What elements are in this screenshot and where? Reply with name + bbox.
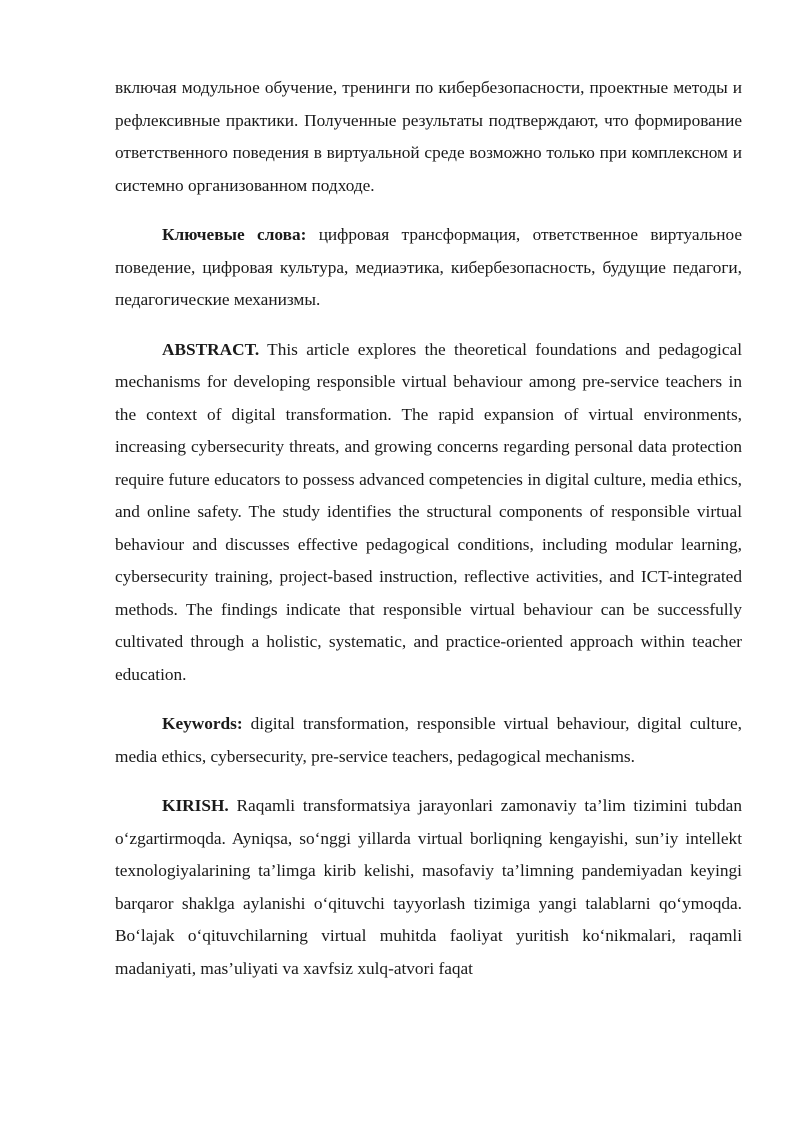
russian-abstract-continuation <box>115 72 742 202</box>
uzbek-introduction <box>115 790 742 985</box>
document-page <box>115 72 742 985</box>
english-abstract <box>115 334 742 692</box>
keywords-list: цифровая трансформация, ответственное виртуальное поведение, цифровая культура, медиаэтика, кибербезопасность, будущие педагоги, педагогические механизмы. <box>115 225 743 309</box>
keywords-heading: Keywords: <box>162 714 243 733</box>
russian-keywords <box>115 219 742 317</box>
abstract-text: This article explores the theoretical foundations and pedagogical mechanisms for developing responsible virtual behaviour among pre-service teachers in the context of digital transformation. The rapid expansion of virtual environments, increasing cybersecurity threats, and growing concerns regarding personal data protection require future educators to possess advanced competencies in digital culture, media ethics, and online safety. The study identifies the structural components of responsible virtual behaviour and discusses effective pedagogical conditions, including modular learning, cybersecurity training, project-based instruction, reflective activities, and ICT-integrated methods. The findings indicate that responsible virtual behaviour can be successfully cultivated through a holistic, systematic, and practice-oriented approach within teacher education. <box>115 339 742 684</box>
abstract-heading: ABSTRACT. <box>162 339 260 359</box>
introduction-text: Raqamli transformatsiya jarayonlari zamonaviy ta’lim tizimini tubdan o‘zgartirmoqda. Ayniqsa, so‘nggi yillarda virtual borliqning kengayishi, sun’iy intellekt texnologiyalarining ta’limga kirib kelishi, masofaviy ta’limning pandemiyadan keyingi barqaror shaklga aylanishi o‘qituvchi tayyorlash tizimiga yangi talablarni qo‘ymoqda. Bo‘lajak o‘qituvchilarning virtual muhitda faoliyat yuritish ko‘nikmalari, raqamli madaniyati, mas’uliyati va xavfsiz xulq-atvori faqat <box>115 796 742 978</box>
keywords-heading: Ключевые слова: <box>162 225 307 244</box>
english-keywords <box>115 708 742 773</box>
paragraph-text: включая модульное обучение, тренинги по кибербезопасности, проектные методы и рефлексивные практики. Полученные результаты подтверждают, что формирование ответственного поведения в виртуальной среде возможно только при комплексном и системно организованном подходе. <box>115 78 742 195</box>
keywords-list: digital transformation, responsible virtual behaviour, digital culture, media ethics, cybersecurity, pre-service teachers, pedagogical mechanisms. <box>115 714 742 766</box>
introduction-heading: KIRISH. <box>162 796 229 815</box>
